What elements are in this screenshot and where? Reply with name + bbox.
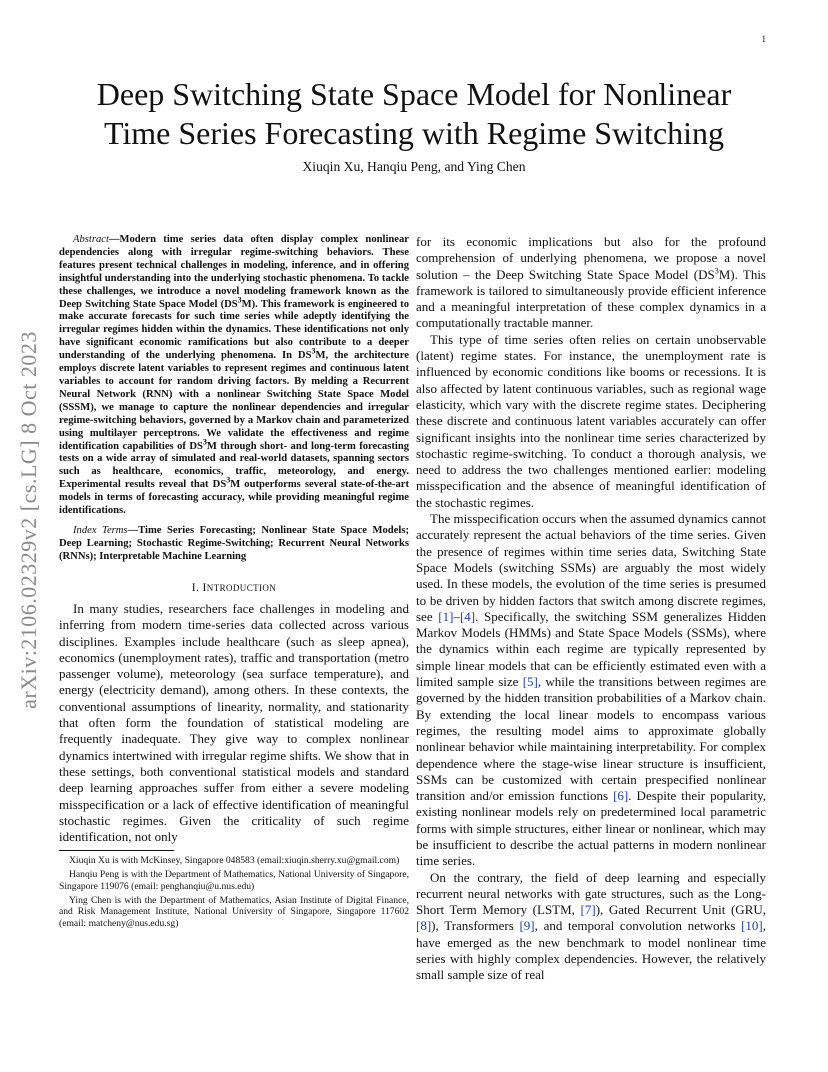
abstract-text-4: M through short- and long-term forecasting tests on a wide array of simulated and real-world datasets, spanning sectors such as healthcare, economics, traffic, meteorology, and energy. Experimental results reveal that DS (59, 440, 410, 491)
footnote-divider (59, 850, 174, 851)
text-run: ), Gated Recurrent Unit (GRU, (595, 902, 767, 918)
paragraph-continuation (416, 234, 766, 332)
superscript: 3 (311, 346, 316, 356)
text-run: M). This framework is tailored to simultaneously provide efficient inference and a meaningful interpretation of these complex dynamics in a computationally tractable manner. (416, 266, 766, 331)
abstract-text-2: M). This framework is engineered to make accurate forecasts for such time series while adeptly identifying the irregular regimes hidden within the dynamics. These identifications not only have significant economic ramifications but also contribute to a deeper understanding of the underlying phenomena. In DS (59, 298, 410, 362)
abstract-text-3: M, the architecture employs discrete latent variables to represent regimes and continuous latent variables to account for random driving factors. By melding a Recurrent Neural Network (RNN) with a nonlinear Switching State Space Model (SSSM), we manage to capture the nonlinear dependencies and irregular regime-switching behaviors, governed by a Markov chain and parameterized using multilayer perceptrons. We validate the effectiveness and regime identification capabilities of DS (59, 350, 409, 452)
text-run: On the contrary, the field of deep learning and especially recurrent neural networks with gate structures, such as the Long-Short Term Memory (LSTM, (416, 869, 766, 918)
right-column (416, 234, 766, 984)
arxiv-identifier-text: arXiv:2106.02329v2 [cs.LG] 8 Oct 2023 (16, 331, 41, 709)
citation-link[interactable]: [9] (519, 918, 535, 934)
arxiv-identifier (4, 296, 54, 744)
paragraph-misspecification (416, 511, 766, 870)
text-run: , while the transitions between regimes are governed by the hidden transition probabilities of a Markov chain. By extending the local linear models to encompass various regimes, the resulting model aims to approximate globally nonlinear behavior while maintaining interpretability. For complex dependence where the stage-wise linear structure is insufficient, SSMs can be customized with certain prespecified nonlinear transition and/or emission functions (416, 674, 766, 804)
paper-title (60, 75, 768, 153)
footnote-hanqiu-peng: Hanqiu Peng is with the Department of Mathematics, National University of Singapore, Singapore 119076 (email: penghanqiu@u.nus.edu) (59, 869, 409, 892)
paragraph-deep-learning (416, 870, 766, 984)
index-terms-text: —Time Series Forecasting; Nonlinear State Space Models; Deep Learning; Stochastic Regime-Switching; Recurrent Neural Networks (RNNs); Interpretable Machine Learning (59, 524, 409, 562)
citation-link[interactable]: [1] (438, 608, 454, 624)
text-run: , and temporal convolution networks (534, 918, 742, 934)
superscript: 3 (714, 266, 719, 276)
text-run: The misspecification occurs when the assumed dynamics cannot accurately represent the actual behaviors of the time series. Given the presence of regimes within time series data, Switching State Space Models (switching SSMs) are arguably the most widely used. In these models, the evolution of the time series is presumed to be driven by hidden factors that switch among discrete regimes, see (416, 511, 766, 624)
paragraph-latent-regimes: This type of time series often relies on certain unobservable (latent) regime states. For instance, the unemployment rate is influenced by economic conditions like booms or recessions. It is also affected by latent continuous variables, such as regional wage elasticity, which vary with the discrete regime states. Deciphering these discrete and continuous latent variables accurately can offer significant insights into the nonlinear time series characterized by stochastic regime-switching. To conduct a thorough analysis, we need to address the two challenges mentioned earlier: modeling misspecification and the absence of meaningful identification of the stochastic regimes. (416, 331, 766, 510)
citation-link[interactable]: [4] (459, 608, 476, 624)
footnote-ying-chen: Ying Chen is with the Department of Mathematics, Asian Institute of Digital Finance, and Risk Management Institute, National University of Singapore, Singapore 117602 (email: matcheny@nus.edu.sg) (59, 894, 409, 929)
abstract-text-1: —Modern time series data often display complex nonlinear dependencies along with irregular regime-switching behaviors. These features present technical challenges in modeling, inference, and in offering insightful understanding into the underlying stochastic phenomena. To tackle these challenges, we introduce a novel modeling framework known as the Deep Switching State Space Model (DS (59, 234, 409, 310)
text-run: . Specifically, the switching SSM generalizes Hidden Markov Models (HMMs) and State Space Models (SSMs), where the dynamics within each regime are typically represented by simple linear models that can be efficiently estimated even with a limited sample size (416, 608, 766, 690)
text-run: for its economic implications but also for the profound comprehension of underlying phenomena, we propose a novel solution – the Deep Switching State Space Model (DS (416, 234, 766, 282)
citation-link[interactable]: [8] (416, 918, 432, 934)
text-run: – (453, 608, 460, 624)
index-terms-label: Index Terms (73, 524, 128, 536)
left-column (59, 234, 409, 932)
author-list: Xiuqin Xu, Hanqiu Peng, and Ying Chen (302, 159, 526, 174)
text-run: , have emerged as the new benchmark to model nonlinear time series with highly complex dependencies. However, the relatively small sample size of real (416, 918, 766, 983)
abstract-text-5: M outperforms several state-of-the-art models in terms of forecasting accuracy, while providing meaningful regime identifications. (59, 479, 409, 517)
section-numeral: I. I (191, 581, 207, 594)
title-line-2: Time Series Forecasting with Regime Switching (103, 115, 725, 151)
section-heading-introduction (59, 580, 409, 596)
index-terms (59, 525, 409, 564)
section-title: NTRODUCTION (206, 582, 277, 593)
abstract-label: Abstract (73, 234, 109, 245)
citation-link[interactable]: [5] (522, 674, 538, 690)
page-number: 1 (761, 34, 766, 44)
footnotes (59, 855, 409, 929)
title-line-1: Deep Switching State Space Model for Nonlinear (96, 76, 732, 112)
intro-paragraph: In many studies, researchers face challenges in modeling and inferring from modern time-series data collected across various disciplines. Examples include healthcare (such as sleep apnea), economics (unemployment rates), traffic and transportation (metro passenger volume), meteorology (sea surface temperature), and energy (electricity demand), among others. In these contexts, the conventional assumptions of linearity, normality, and stationarity that often form the foundation of statistical modeling are frequently inadequate. They give way to complex nonlinear dynamics intertwined with irregular regime shifts. We show that in these settings, both conventional statistical models and standard deep learning approaches suffer from either a severe modeling misspecification or a lack of effective identification of meaningful stochastic regimes. Given the criticality of such regime identification, not only (59, 600, 409, 845)
footnote-xiuqin-xu: Xiuqin Xu is with McKinsey, Singapore 048583 (email:xiuqin.sherry.xu@gmail.com) (69, 855, 400, 867)
text-run: ), Transformers (431, 918, 520, 934)
abstract (59, 234, 409, 518)
citation-link[interactable]: [7] (580, 902, 596, 918)
superscript: 3 (202, 436, 207, 446)
text-run: . Despite their popularity, existing nonlinear models rely on predetermined local parametric forms with simple structures, either linear or nonlinear, which may be insufficient to describe the actual patterns in modern nonlinear time series. (416, 788, 767, 869)
superscript: 3 (226, 475, 231, 485)
superscript: 3 (237, 295, 242, 304)
citation-link[interactable]: [10] (741, 918, 763, 934)
citation-link[interactable]: [6] (613, 788, 629, 804)
